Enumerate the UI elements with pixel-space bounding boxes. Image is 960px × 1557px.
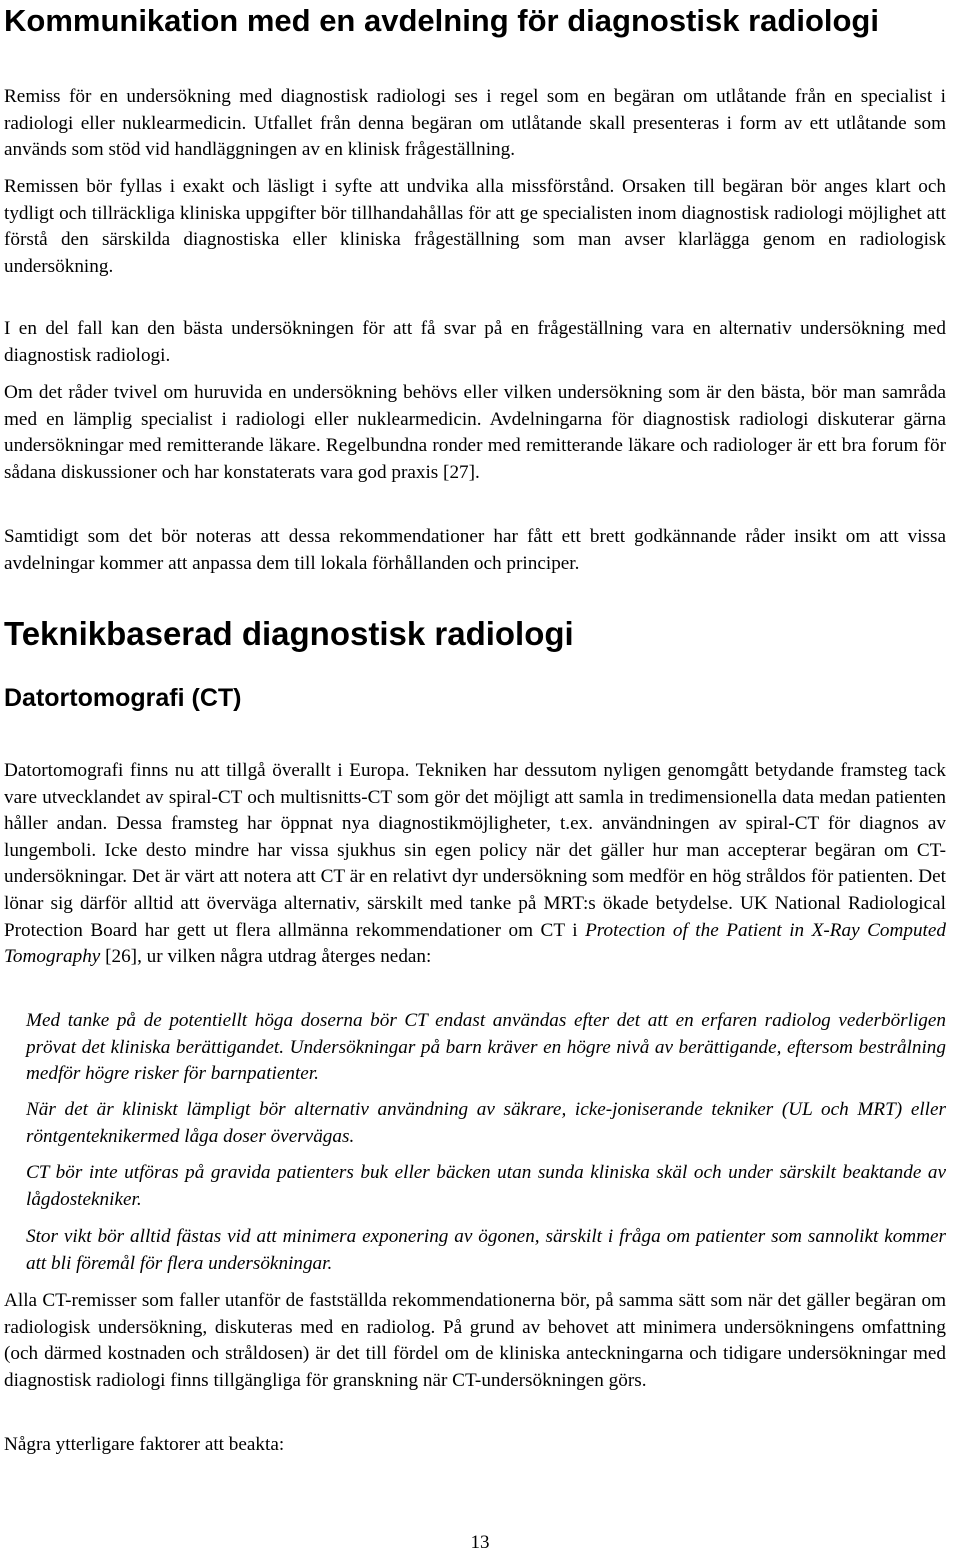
quote-ct-justification: Med tanke på de potentiellt höga doserna bör CT endast användas efter det att en erfaren radiolog vederbörligen prövat det kliniska berättigandet. Undersökningar på barn kräver en högre nivå av berättigande, eftersom bestrålning medför högre risker för barnpatienter. [26, 1010, 946, 1085]
section-heading-technique: Teknikbaserad diagnostisk radiologi [4, 615, 574, 652]
paragraph-consultation: Om det råder tvivel om huruvida en undersökning behövs eller vilken undersökning som är den bästa, bör man samråda med en lämplig specialist i radiologi eller nuklearmedicin. Avdelningarna för diagnostisk radiologi diskuterar gärna undersökningar med remitterande läkare. Regelbundna ronder med remitterande läkare och radiologer är ett bra forum för sådana diskussioner och har konstaterats vara god praxis [27]. [4, 382, 946, 483]
publication-title: Protection of the Patient in X-Ray Computed Tomography [4, 919, 946, 968]
paragraph-referral-intro: Remiss för en undersökning med diagnostisk radiologi ses i regel som en begäran om utlåtande från en specialist i radiologi eller nuklearmedicin. Utfallet från denna begäran om utlåtande skall presenteras i form av ett utlåtande som används som stöd vid handläggningen av en klinisk frågeställning. [4, 86, 946, 161]
quote-alternative-techniques: När det är kliniskt lämpligt bör alternativ användning av säkrare, icke-joniserande tekniker (UL och MRT) eller röntgenteknikermed låga doser övervägas. [26, 1099, 946, 1147]
quote-pregnant-patients: CT bör inte utföras på gravida patienters buk eller bäcken utan sunda kliniska skäl och under särskilt beaktande av lågdostekniker. [26, 1162, 946, 1210]
paragraph-ct-referrals: Alla CT-remisser som faller utanför de fastställda rekommendationerna bör, på samma sätt som när det gäller begäran om radiologisk undersökning, diskuteras med en radiolog. På grund av behovet att minimera undersökningens omfattning (och därmed kostnaden och stråldosen) är det till fördel om de kliniska anteckningarna och tidigare undersökningar med diagnostisk radiologi finns tillgängliga för granskning när CT-undersökningen görs. [4, 1290, 946, 1391]
ct-overview-text-end: [26], ur vilken några utdrag återges nedan: [100, 946, 432, 968]
page-number: 13 [470, 1532, 490, 1553]
paragraph-referral-clarity: Remissen bör fyllas i exakt och läsligt i syfte att undvika alla missförstånd. Orsaken till begäran bör anges klart och tydligt och tillräckliga kliniska uppgifter bör tillhandahållas för att ge specialisten inom diagnostisk radiologi möjlighet att förstå den särskilda diagnostiska eller kliniska frågeställning som man avser klarlägga genom en radiologisk undersökning. [4, 176, 946, 277]
paragraph-additional-factors: Några ytterligare faktorer att beakta: [4, 1434, 285, 1455]
quote-eye-exposure: Stor vikt bör alltid fästas vid att minimera exponering av ögonen, särskilt i fråga om patienter som sannolikt kommer att bli föremål för flera undersökningar. [26, 1226, 946, 1274]
paragraph-local-adaptation: Samtidigt som det bör noteras att dessa rekommendationer har fått ett brett godkännande råder insikt om att vissa avdelningar kommer att anpassa dem till lokala förhållanden och principer. [4, 526, 946, 574]
subsection-heading-ct: Datortomografi (CT) [4, 684, 242, 712]
paragraph-alternative-exam: I en del fall kan den bästa undersökningen för att få svar på en frågeställning vara en alternativ undersökning med diagnostisk radiologi. [4, 318, 946, 366]
section-heading-communication: Kommunikation med en avdelning för diagnostisk radiologi [4, 3, 879, 38]
ct-overview-text: Datortomografi finns nu att tillgå överallt i Europa. Tekniken har dessutom nyligen genomgått betydande framsteg tack vare utvecklandet av spiral-CT och multisnitts-CT som gör det möjligt att samla in tredimensionella data medan patienten håller andan. Dessa framsteg har öppnat nya diagnostikmöjligheter, t.ex. användningen av spiral-CT för diagnos av lungemboli. Icke desto mindre har vissa sjukhus sin egen policy när det gäller hur man accepterar begäran om CT-undersökningar. Det är värt att notera att CT är en relativt dyr undersökning som medför en hög stråldos för patienten. Det lönar sig därför alltid att överväga alternativ, särskilt med tanke på MRT:s ökade betydelse. UK National Radiological Protection Board har gett ut flera allmänna rekommendationer om CT i [4, 760, 946, 941]
paragraph-ct-overview [4, 758, 946, 971]
